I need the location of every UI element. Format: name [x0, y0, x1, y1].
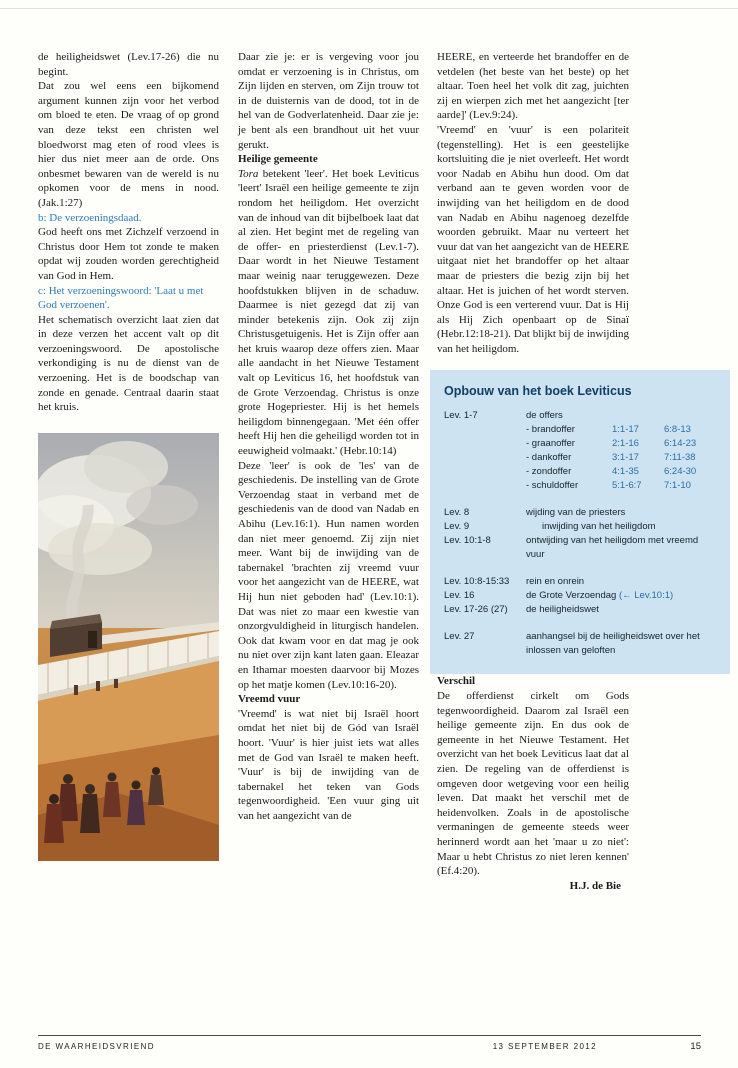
lev-reference	[444, 423, 526, 437]
table-row	[444, 603, 716, 617]
page-number: 15	[690, 1041, 701, 1052]
row-text: inwijding van het heiligdom	[542, 521, 656, 533]
row-text	[526, 589, 716, 603]
section-heading-heilige-gemeente: Heilige gemeente	[238, 153, 318, 166]
issue-date: 13 SEPTEMBER 2012	[492, 1042, 597, 1051]
offer-name: - brandoffer	[526, 424, 575, 436]
row-text: rein en onrein	[526, 576, 585, 588]
offer-ref1: 3:1-17	[612, 452, 639, 464]
row-text: aanhangsel bij de heiligheidswet over het inlossen van geloften	[526, 631, 700, 657]
row-text: ontwijding van het heiligdom met vreemd vuur	[526, 535, 699, 561]
table-row	[444, 506, 716, 520]
table-row	[444, 534, 716, 562]
table-row	[444, 437, 716, 451]
offer-ref2: 6:8-13	[664, 424, 691, 436]
offer-ref2: 6:24-30	[664, 466, 697, 478]
subsection-heading-b: b: De verzoeningsdaad.	[38, 211, 142, 224]
paragraph: Het schematisch overzicht laat zien dat in deze verzen het accent valt op dit verzoeningswoord. De apostolische verkondiging is nu de dienst van de verzoening. Het is de boodschap van zonde en genade. Centraal daarin staat het kruis.	[38, 313, 219, 414]
lev-reference: Lev. 9	[444, 521, 470, 533]
paragraph	[238, 167, 419, 459]
table-row	[444, 451, 716, 465]
table-row	[444, 479, 716, 493]
offer-name: - zondoffer	[526, 466, 572, 478]
paragraph: de heiligheidswet (Lev.17-26) die nu begint.	[38, 51, 219, 78]
table-row	[444, 423, 716, 437]
table-row	[444, 409, 716, 423]
lev-reference: Lev. 17-26 (27)	[444, 604, 508, 616]
tabernacle-painting-svg	[38, 433, 219, 861]
lev-reference: Lev. 10:1-8	[444, 535, 491, 547]
article-column-3	[437, 50, 700, 893]
table-row	[444, 630, 716, 658]
footer	[38, 1042, 701, 1056]
row-text: de heiligheidswet	[526, 604, 599, 616]
paragraph: Daar zie je: er is vergeving voor jou omdat er verzoening is in Christus, om Zijn lijden en sterven, om Zijn trouw tot in de duisternis van de dood, tot in de hel van de Godverlatenheid. Daar zie je: je bent als een brandhout uit het vuur gerukt.	[238, 51, 419, 151]
magazine-name: DE WAARHEIDSVRIEND	[38, 1042, 155, 1051]
page-top-edge	[0, 8, 738, 9]
table-row	[444, 465, 716, 479]
back-reference: (← Lev.10:1)	[618, 590, 674, 602]
article-column-2	[238, 50, 419, 823]
offer-ref1: 1:1-17	[612, 424, 639, 436]
offer-ref2: 7:11-38	[664, 452, 696, 464]
article-column-1	[38, 50, 219, 861]
paragraph: De offerdienst cirkelt om Gods tegenwoordigheid. Daarom zal Israël een heilige gemeente zijn. En dus ook de gemeente in het Nieuwe Testament. Het overzicht van het boek Leviticus laat dat al zien. De regeling van de offerdienst is omgeven door wetgeving voor een heilig leven. Dat maakt het verschil met de heidenvolken. Zoals in de apostolische vermaningen de gemeente steeds weer herinnerd wordt aan het 'maar u zo niet': Maar u hebt Christus zo niet leren kennen' (Ef.4:20).	[437, 690, 629, 878]
leviticus-overview-box	[430, 370, 730, 674]
box-row-gap	[444, 493, 716, 506]
lev-reference	[444, 465, 526, 479]
lev-reference: Lev. 8	[444, 507, 470, 519]
lev-reference: Lev. 16	[444, 590, 475, 602]
row-text: wijding van de priesters	[526, 507, 626, 519]
info-box-title: Opbouw van het boek Leviticus	[444, 384, 632, 399]
box-row-gap	[444, 562, 716, 575]
offer-ref2: 7:1-10	[664, 480, 691, 492]
table-row	[444, 589, 716, 603]
paragraph: 'Vreemd' is wat niet bij Israël hoort omdat het niet bij de Gód van Israël hoort. 'Vuur' is hier juist iets wat alles met de God van Israël te maken heeft. 'Vuur' is bij de inwijding van de tabernakel het teken van Gods tegenwoordigheid. 'Een vuur ging uit van het aangezicht van de	[238, 707, 419, 822]
paragraph: God heeft ons met Zichzelf verzoend in Christus door Hem tot zonde te maken opdat wij zouden worden gerechtigheid van God in Hem.	[38, 226, 219, 282]
offer-ref2: 6:14-23	[664, 438, 697, 450]
offer-name: - dankoffer	[526, 452, 572, 464]
section-heading-vreemd-vuur: Vreemd vuur	[238, 693, 301, 706]
verschil-section	[437, 674, 629, 893]
lev-reference: Lev. 10:8-15:33	[444, 576, 510, 588]
paragraph: 'Vreemd' en 'vuur' is een polariteit (tegenstelling). Het is een geestelijke kortsluiting die je niet overleeft. Het wordt voor Nadab en Abihu hun dood. Om dat verband aan te geven worden voor de inwijding van het heiligdom en de dood van Nadab en Abihu nagenoeg dezelfde woorden gebruikt. Maar nu verteert het vuur dat van het aangezicht van de HEERE uitgaat niet het brandoffer op het altaar maar de priesters die bezig zijn bij het altaar. Het is juichen of het wordt sterven. Onze God is een verterend vuur. Dat is Hij als Hij Zich openbaart op de Sinaï (Hebr.12:18-21). Dat blijkt bij de inwijding van het heiligdom.	[437, 123, 629, 355]
offer-ref1: 2:1-16	[612, 438, 639, 450]
lev-reference	[444, 479, 526, 493]
section-heading-verschil: Verschil	[437, 675, 476, 688]
table-row	[444, 575, 716, 589]
paragraph: Deze 'leer' is ook de 'les' van de geschiedenis. De instelling van de Grote Verzoendag staat in verband met de geschiedenis van de dood van Nadab en Abihu (Lev.16:1). Hun namen worden dan niet meer genoemd. Zij zijn niet meer. Want bij de inwijding van de tabernakel 'brachten zij vreemd vuur voor het aangezicht van de HEERE, wat Hij hun niet geboden had' (Lev.10:1). Dat was niet zo maar een kwestie van onzorgvuldigheid in liturgisch handelen. Ook dat kwam voor en dat mag je ook nu niet over zijn kant laten gaan. Eleazar en Ithamar moesten daarvoor bij Mozes op het matje komen (Lev.10:16-20).	[238, 459, 419, 691]
tabernacle-painting-image	[38, 433, 219, 861]
offer-ref1: 5:1-6:7	[612, 480, 642, 492]
box-row-gap	[444, 617, 716, 630]
offer-ref1: 4:1-35	[612, 466, 639, 478]
footer-rule	[38, 1035, 701, 1036]
lev-reference	[444, 451, 526, 465]
lev-reference: Lev. 1-7	[444, 410, 478, 422]
author-name: H.J. de Bie	[569, 879, 621, 892]
table-row	[444, 520, 716, 534]
lev-reference: Lev. 27	[444, 631, 475, 643]
paragraph: HEERE, en verteerde het brandoffer en de vetdelen (het beste van het beste) op het altaar. Toen heel het volk dit zag, juichten zij en wierpen zich met het aangezicht [ter aarde]' (Lev.9:24).	[437, 51, 629, 122]
row-text-main: de Grote Verzoendag	[526, 590, 619, 602]
offer-name: - schuldoffer	[526, 480, 579, 492]
offer-name: - graanoffer	[526, 438, 575, 450]
lev-reference	[444, 437, 526, 451]
subsection-heading-c: c: Het verzoeningswoord: 'Laat u met God verzoenen'.	[38, 284, 204, 312]
paragraph: Dat zou wel eens een bijkomend argument kunnen zijn voor het verbod om bloed te eten. De vraag of op grond van deze tekst een christen wel bloedworst mag eten of rood vlees is hier dus niet meer aan de orde. Ons onbesmet bewaren van de wereld is nu opkomen voor de mens in nood. (Jak.1:27)	[38, 80, 219, 209]
paragraph-text: betekent 'leer'. Het boek Leviticus 'leert' Israël een heilige gemeente te zijn rondom het heiligdom. Het overzicht van de inhoud van dit bijbelboek laat dat al zien. Het begint met de regeling van de offer- en priesterdienst (Lev.1-7). Daar wordt in het Nieuwe Testament maar weinig naar teruggewezen. Deze hoofdstukken blijven in de schaduw. Daarmee is niet gezegd dat zij van minder betekenis zijn. Ook zij zijn Christusgetuigenis. Het is Zijn offer aan het kruis waarop deze offers zien. Maar alle aandacht in het Nieuwe Testament valt op Leviticus 16, het hoofdstuk van de Grote Verzoendag. Christus is onze grote Hogepriester. Hij is het hemels heiligdom binnengegaan. 'Met één offer heeft Hij hen die geheiligd worden tot in eeuwigheid volmaakt.' (Hebr.10:14)	[238, 167, 419, 458]
tora-italic: Tora	[238, 167, 259, 180]
row-text: de offers	[526, 410, 563, 422]
